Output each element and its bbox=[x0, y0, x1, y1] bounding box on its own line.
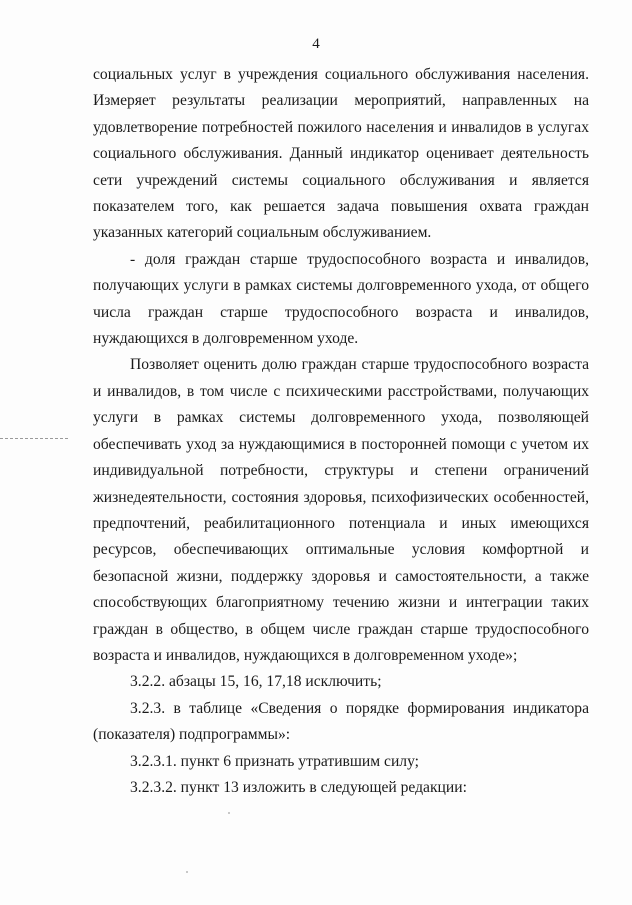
margin-scan-marks bbox=[0, 438, 68, 440]
item-3-2-2: 3.2.2. абзацы 15, 16, 17,18 исключить; bbox=[130, 673, 382, 691]
scan-speck bbox=[228, 812, 230, 814]
paragraph-indicator-description: Позволяет оценить долю граждан старше трудоспособного возраста и инвалидов, в том числе с психическими расстройствами, получающих услуги в рамках системы долговременного ухода, позволяющей обеспечивать уход за нуждающимися в посторонней помощи с учетом их индивидуальной потребности, структуры и степени ограничений жизнедеятельности, состояния здоровья, психофизических особенностей, предпочтений, реабилитационного потенциала и иных имеющихся ресурсов, обеспечивающих оптимальные условия комфортной и безопасной жизни, поддержку здоровья и самостоятельности, а также способствующих благоприятному течению жизни и интеграции таких граждан в общество, в общем числе граждан старше трудоспособного возраста и инвалидов, нуждающихся в долговременном уходе»; bbox=[93, 356, 589, 664]
item-3-2-3-2: 3.2.3.2. пункт 13 изложить в следующей редакции: bbox=[130, 778, 467, 796]
document-body bbox=[93, 62, 589, 801]
page-number: 4 bbox=[312, 36, 320, 52]
scan-speck bbox=[186, 871, 188, 873]
item-3-2-3: 3.2.3. в таблице «Сведения о порядке формирования индикатора (показателя) подпрограммы»: bbox=[93, 699, 589, 744]
paragraph-long-term-care-share: - доля граждан старше трудоспособного возраста и инвалидов, получающих услуги в рамках системы долговременного ухода, от общего числа граждан старше трудоспособного возраста и инвалидов, нуждающихся в долговременном уходе. bbox=[93, 250, 589, 348]
paragraph-social-services-indicator: социальных услуг в учреждения социального обслуживания населения. Измеряет результаты реализации мероприятий, направленных на удовлетворение потребностей пожилого населения и инвалидов в услугах социального обслуживания. Данный индикатор оценивает деятельность сети учреждений системы социального обслуживания и является показателем того, как решается задача повышения охвата граждан указанных категорий социальным обслуживанием. bbox=[93, 66, 589, 242]
item-3-2-3-1: 3.2.3.1. пункт 6 признать утратившим силу; bbox=[130, 752, 420, 770]
